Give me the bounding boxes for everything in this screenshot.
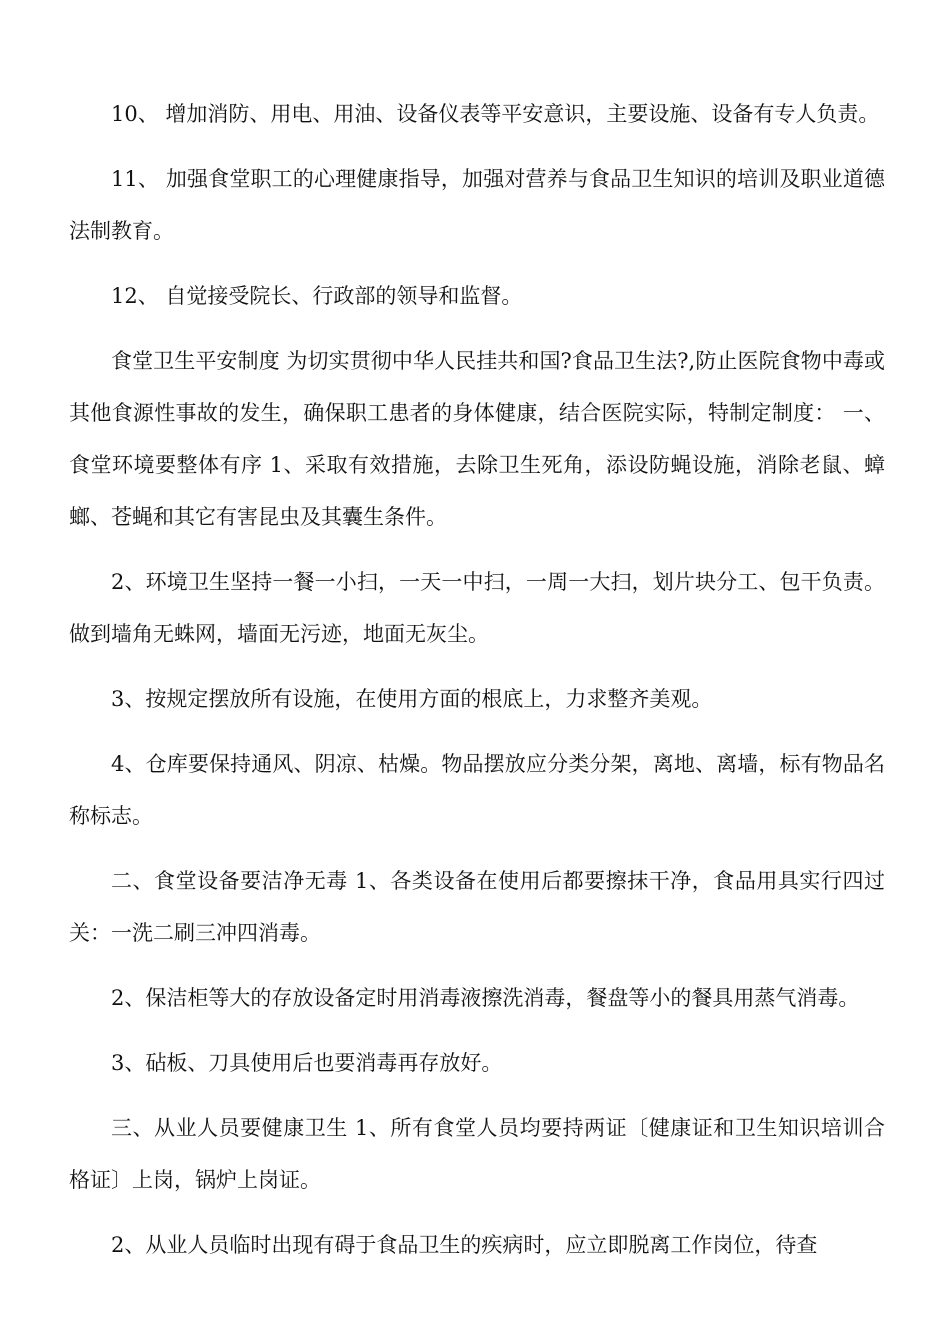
paragraph-staff-2: 2、从业人员临时出现有碍于食品卫生的疾病时，应立即脱离工作岗位，待查 [111, 1233, 818, 1257]
paragraph-item-11: 11、 加强食堂职工的心理健康指导，加强对营养与食品卫生知识的培训及职业道德法制教育。 [69, 167, 885, 243]
document-body [69, 88, 885, 1284]
paragraph-item-12: 12、 自觉接受院长、行政部的领导和监督。 [111, 284, 523, 308]
paragraph-environment-3: 3、按规定摆放所有设施，在使用方面的根底上，力求整齐美观。 [111, 687, 713, 711]
paragraph-equipment-2: 2、保洁柜等大的存放设备定时用消毒液擦洗消毒，餐盘等小的餐具用蒸气消毒。 [111, 986, 860, 1010]
paragraph-item-10: 10、 增加消防、用电、用油、设备仪表等平安意识，主要设施、设备有专人负责。 [111, 102, 880, 126]
paragraph-environment-4: 4、仓库要保持通风、阴凉、枯燥。物品摆放应分类分架，离地、离墙，标有物品名称标志。 [69, 752, 885, 828]
paragraph-equipment-3: 3、砧板、刀具使用后也要消毒再存放好。 [111, 1051, 503, 1075]
paragraph-equipment-1: 二、食堂设备要洁净无毒 1、各类设备在使用后都要擦抹干净，食品用具实行四过关：一洗二刷三冲四消毒。 [69, 869, 885, 945]
paragraph-canteen-safety-intro: 食堂卫生平安制度 为切实贯彻中华人民挂共和国?食品卫生法?,防止医院食物中毒或其他食源性事故的发生，确保职工患者的身体健康，结合医院实际，特制定制度： 一、食堂环境要整体有序 1、采取有效措施，去除卫生死角，添设防蝇设施，消除老鼠、蟑螂、苍蝇和其它有害昆虫及其囊生条件。 [69, 349, 885, 529]
paragraph-environment-2: 2、环境卫生坚持一餐一小扫，一天一中扫，一周一大扫，划片块分工、包干负责。做到墙角无蛛网，墙面无污迹，地面无灰尘。 [69, 570, 885, 646]
paragraph-staff-1: 三、从业人员要健康卫生 1、所有食堂人员均要持两证〔健康证和卫生知识培训合格证〕上岗，锅炉上岗证。 [69, 1116, 885, 1192]
